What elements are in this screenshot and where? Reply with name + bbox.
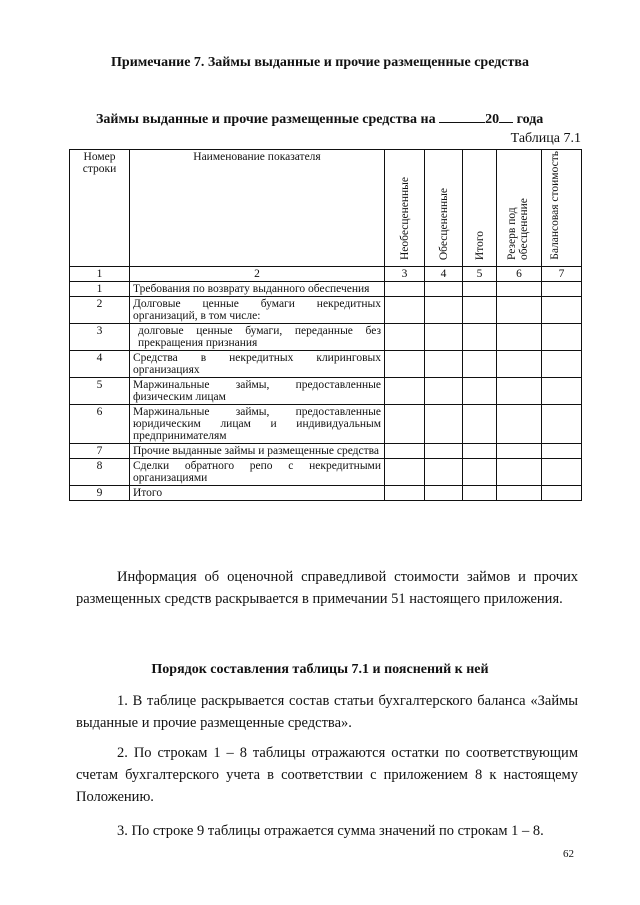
note-title: Примечание 7. Займы выданные и прочие размещенные средства: [111, 55, 529, 70]
procedure-item-2: 2. По строкам 1 – 8 таблицы отражаются остатки по соответствующим счетам бухгалтерского учета в соответствии с приложением 8 к настоящему Положению.: [76, 745, 578, 805]
value-cell: [542, 324, 582, 351]
value-cell: [497, 444, 542, 459]
header-impaired: Обесцененные: [437, 187, 450, 260]
value-cell: [463, 297, 497, 324]
indicators-table: [69, 149, 582, 501]
procedure-heading: Порядок составления таблицы 7.1 и пояснений к ней: [151, 662, 489, 677]
value-cell: [425, 486, 463, 501]
header-total: Итого: [473, 230, 486, 260]
row-number: 7: [70, 444, 130, 459]
value-cell: [463, 378, 497, 405]
table-header-row: [70, 150, 582, 267]
value-cell: [385, 282, 425, 297]
info-paragraph: Информация об оценочной справедливой стоимости займов и прочих размещенных средств раскрывается в примечании 51 настоящего приложения.: [76, 569, 578, 607]
value-cell: [385, 405, 425, 444]
table-row: [70, 486, 582, 501]
header-cell: [542, 150, 582, 267]
table-heading-year: 20: [485, 112, 500, 127]
column-number: 3: [385, 267, 425, 282]
value-cell: [385, 486, 425, 501]
blank-line: [439, 110, 485, 123]
table-row: [70, 459, 582, 486]
value-cell: [497, 324, 542, 351]
value-cell: [542, 486, 582, 501]
header-indicator-name: Наименование показателя: [130, 150, 385, 267]
table-row: [70, 282, 582, 297]
header-unimpaired: Необесцененные: [398, 176, 411, 260]
table-heading-suffix: года: [516, 112, 544, 127]
table-row: [70, 444, 582, 459]
table-row: [70, 324, 582, 351]
table-heading-prefix: Займы выданные и прочие размещенные средства на: [96, 112, 436, 127]
value-cell: [497, 282, 542, 297]
value-cell: [542, 351, 582, 378]
value-cell: [463, 459, 497, 486]
header-cell: [425, 150, 463, 267]
value-cell: [542, 444, 582, 459]
value-cell: [385, 459, 425, 486]
value-cell: [497, 378, 542, 405]
table-label: Таблица 7.1: [510, 131, 581, 146]
procedure-item-1: 1. В таблице раскрывается состав статьи бухгалтерского баланса «Займы выданные и прочие размещенные средства».: [76, 693, 578, 731]
row-number: 1: [70, 282, 130, 297]
value-cell: [425, 282, 463, 297]
row-text: Прочие выданные займы и размещенные средства: [130, 444, 385, 459]
header-row-number: Номер строки: [70, 150, 130, 267]
procedure-item-3: 3. По строке 9 таблицы отражается сумма значений по строкам 1 – 8.: [117, 823, 544, 839]
value-cell: [542, 405, 582, 444]
value-cell: [425, 378, 463, 405]
value-cell: [497, 297, 542, 324]
header-cell: [497, 150, 542, 267]
value-cell: [425, 405, 463, 444]
row-number: 6: [70, 405, 130, 444]
table-row: [70, 351, 582, 378]
value-cell: [385, 351, 425, 378]
value-cell: [497, 459, 542, 486]
column-number: 1: [70, 267, 130, 282]
column-number: 6: [497, 267, 542, 282]
row-text: Требования по возврату выданного обеспечения: [130, 282, 385, 297]
column-number: 5: [463, 267, 497, 282]
row-number: 8: [70, 459, 130, 486]
value-cell: [385, 324, 425, 351]
blank-line: [499, 110, 513, 123]
value-cell: [542, 378, 582, 405]
value-cell: [497, 486, 542, 501]
value-cell: [497, 405, 542, 444]
table-row: [70, 405, 582, 444]
value-cell: [385, 378, 425, 405]
row-number: 5: [70, 378, 130, 405]
value-cell: [463, 282, 497, 297]
row-text: Средства в некредитных клиринговых организациях: [130, 351, 385, 378]
row-text: Сделки обратного репо с некредитными организациями: [130, 459, 385, 486]
value-cell: [425, 297, 463, 324]
header-cell: [463, 150, 497, 267]
value-cell: [425, 459, 463, 486]
header-cell: [385, 150, 425, 267]
row-number: 3: [70, 324, 130, 351]
value-cell: [463, 405, 497, 444]
header-carrying-value: Балансовая стоимость: [548, 151, 561, 260]
header-impairment-reserve: Резерв под обесценение: [506, 198, 530, 260]
value-cell: [385, 297, 425, 324]
value-cell: [463, 351, 497, 378]
row-text: Маржинальные займы, предоставленные юридическим лицам и индивидуальным предпринимателям: [130, 405, 385, 444]
value-cell: [463, 444, 497, 459]
value-cell: [463, 486, 497, 501]
row-number: 2: [70, 297, 130, 324]
value-cell: [497, 351, 542, 378]
table-heading: [96, 110, 543, 128]
row-text: Итого: [130, 486, 385, 501]
row-text: долговые ценные бумаги, переданные без прекращения признания: [130, 324, 385, 351]
row-text: Маржинальные займы, предоставленные физическим лицам: [130, 378, 385, 405]
table-row: [70, 297, 582, 324]
page-number: 62: [563, 848, 574, 860]
row-number: 9: [70, 486, 130, 501]
column-number: 2: [130, 267, 385, 282]
column-numbers-row: [70, 267, 582, 282]
row-text: Долговые ценные бумаги некредитных организаций, в том числе:: [130, 297, 385, 324]
value-cell: [385, 444, 425, 459]
table-row: [70, 378, 582, 405]
column-number: 7: [542, 267, 582, 282]
value-cell: [542, 282, 582, 297]
value-cell: [425, 444, 463, 459]
value-cell: [425, 324, 463, 351]
value-cell: [425, 351, 463, 378]
row-number: 4: [70, 351, 130, 378]
value-cell: [463, 324, 497, 351]
value-cell: [542, 459, 582, 486]
column-number: 4: [425, 267, 463, 282]
value-cell: [542, 297, 582, 324]
